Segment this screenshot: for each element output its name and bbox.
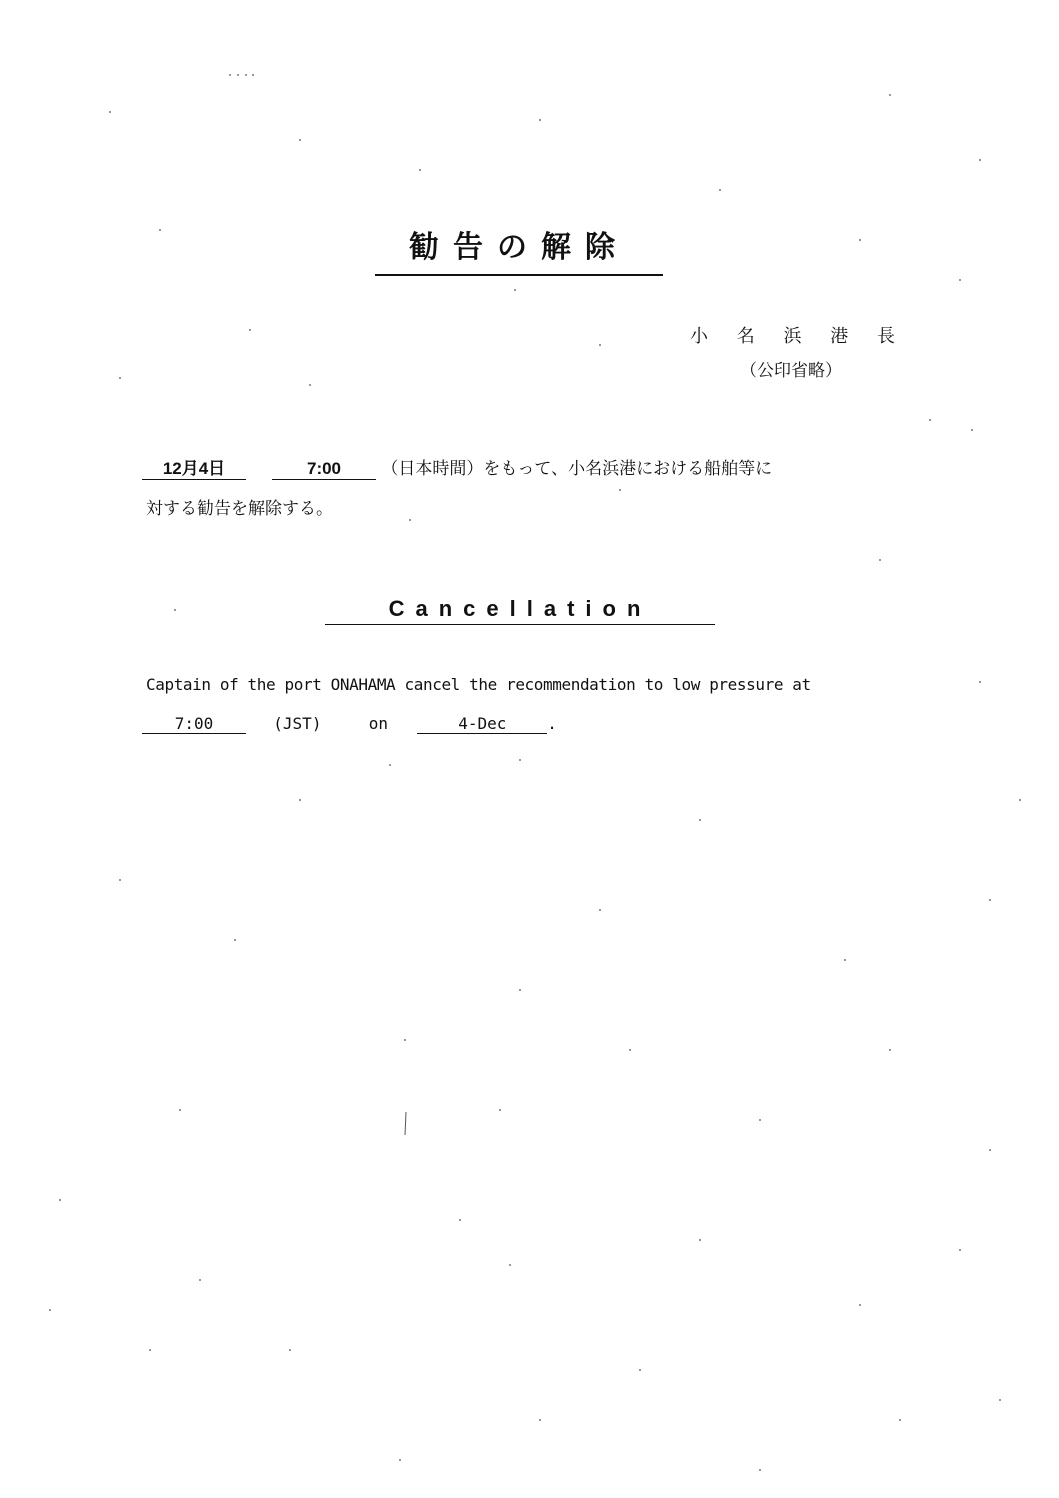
issuer-char: 名 <box>736 326 755 347</box>
english-date-blank: 4-Dec <box>417 714 547 734</box>
issuer-char: 港 <box>830 326 849 347</box>
time-blank: 7:00 <box>272 459 376 480</box>
seal-omitted-note: （公印省略） <box>740 361 842 381</box>
english-title: Cancellation <box>325 596 715 625</box>
issuer-char: 浜 <box>783 326 802 347</box>
english-body-line-1: Captain of the port ONAHAMA cancel the recommendation to low pressure at <box>146 675 811 694</box>
issuer-char: 長 <box>877 326 895 347</box>
japanese-title: 勧告の解除 <box>375 222 663 276</box>
body-text: をもって、小名浜港における船舶等に <box>483 459 773 479</box>
time-zone-label: （日本時間） <box>381 459 484 479</box>
date-blank: 12月4日 <box>142 454 246 480</box>
japanese-body-line-2: 対する勧告を解除する。 <box>146 499 333 519</box>
jst-label: (JST) <box>273 714 322 733</box>
period: . <box>547 714 557 733</box>
on-label: on <box>368 714 388 733</box>
english-body-line-2 <box>142 714 557 734</box>
issuer-char: 小 <box>690 326 708 347</box>
english-time-blank: 7:00 <box>142 714 246 734</box>
japanese-body-line-1 <box>142 454 772 480</box>
issuer-name <box>690 322 895 348</box>
